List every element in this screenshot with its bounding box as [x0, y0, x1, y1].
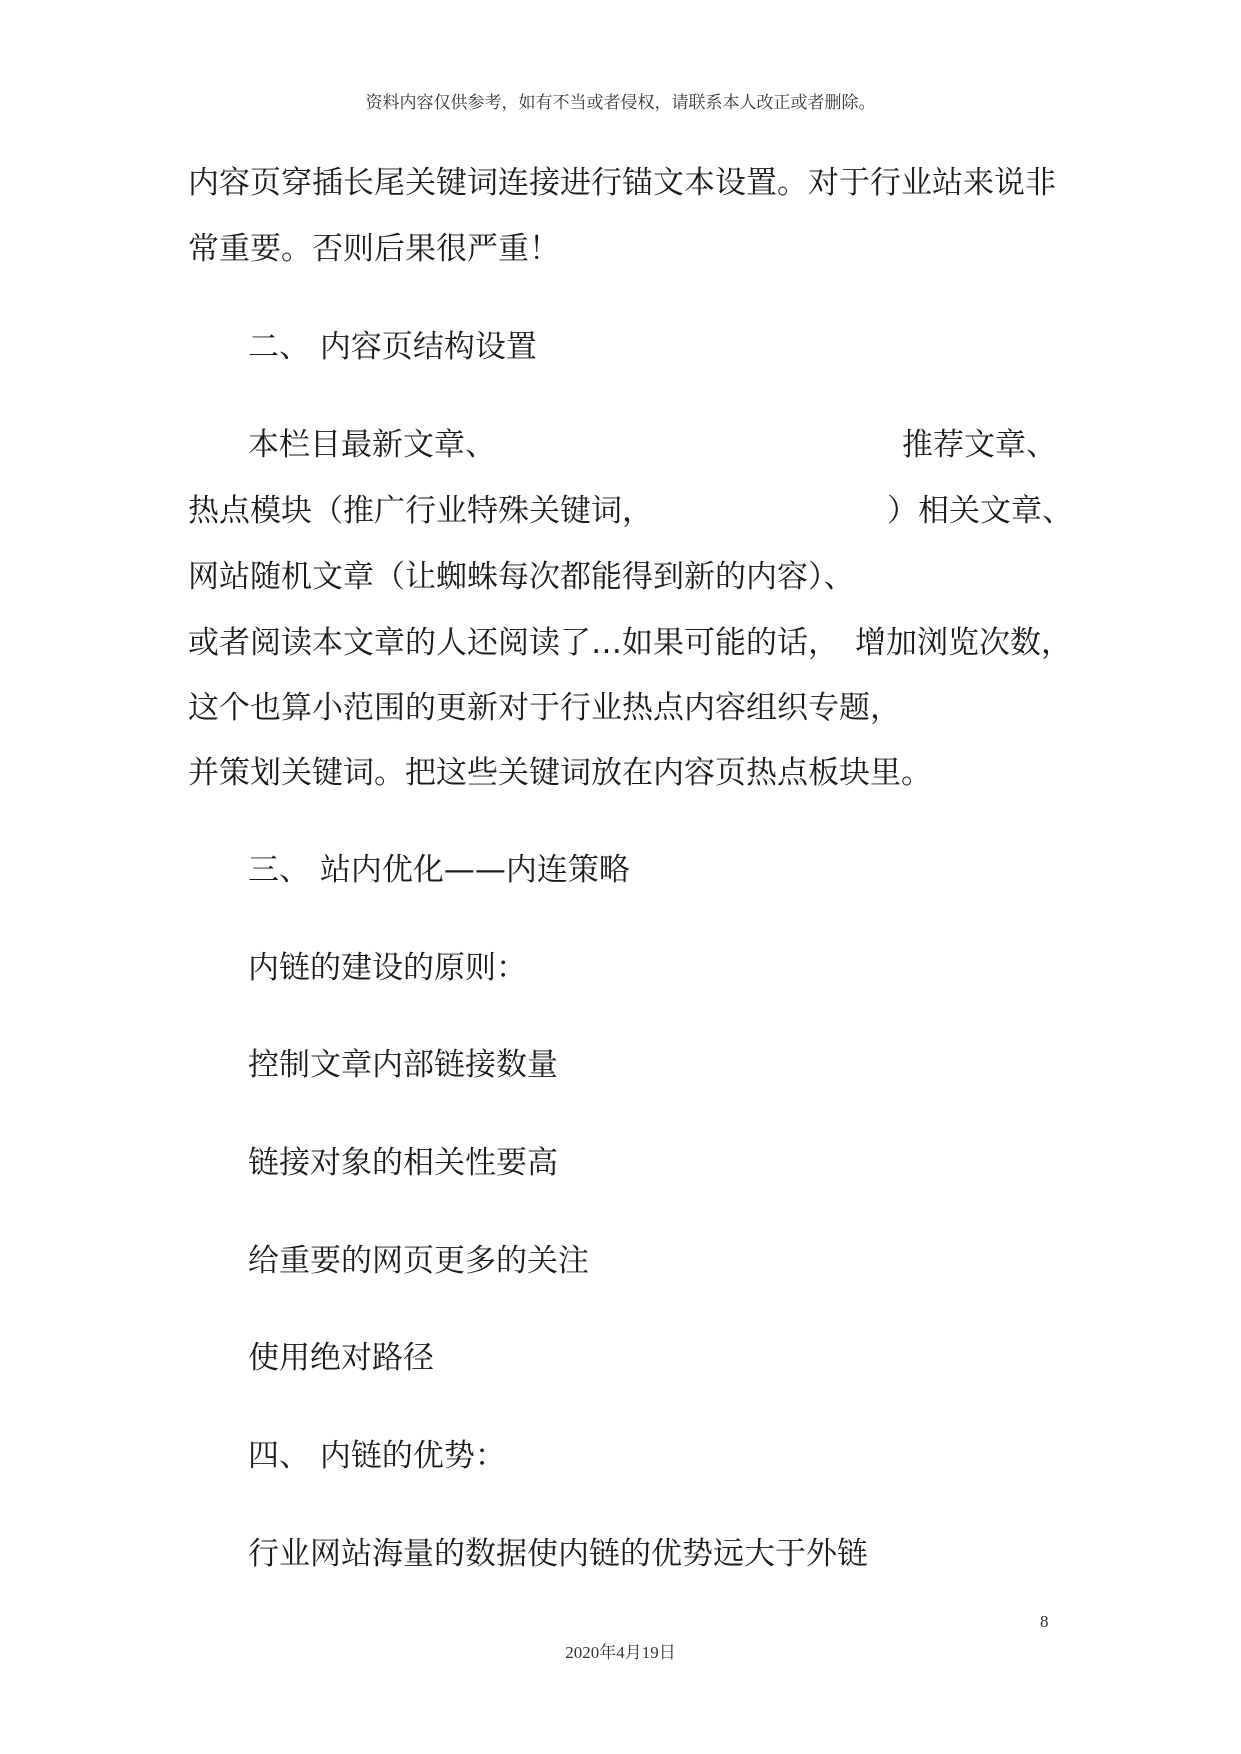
paragraph-line: 增加浏览次数，: [855, 625, 1072, 661]
section-heading-2: 二、 内容页结构设置: [248, 329, 537, 365]
list-item: 给重要的网页更多的关注: [248, 1243, 589, 1279]
list-item: 链接对象的相关性要高: [248, 1145, 558, 1181]
paragraph-line: 并策划关键词。把这些关键词放在内容页热点板块里。: [188, 755, 932, 791]
paragraph-line: 这个也算小范围的更新对于行业热点内容组织专题，: [188, 690, 901, 726]
section-heading-3: 三、 站内优化——内连策略: [248, 852, 630, 888]
paragraph-line: 本栏目最新文章、: [248, 427, 496, 463]
paragraph-line: 或者阅读本文章的人还阅读了…如果可能的话，: [188, 625, 839, 661]
paragraph-line: 常重要。否则后果很严重！: [188, 231, 560, 267]
paragraph-line: 热点模块（推广行业特殊关键词，: [188, 493, 653, 529]
paragraph-line: 行业网站海量的数据使内链的优势远大于外链: [248, 1536, 868, 1572]
section-heading-4: 四、 内链的优势：: [248, 1438, 506, 1474]
paragraph-line: 推荐文章、: [902, 427, 1057, 463]
list-item: 控制文章内部链接数量: [248, 1047, 558, 1083]
paragraph-line: ）相关文章、: [887, 493, 1073, 529]
paragraph-line: 网站随机文章（让蜘蛛每次都能得到新的内容）、: [188, 559, 855, 595]
page-footer-date: 2020年4月19日: [565, 1643, 676, 1662]
page-header-disclaimer: 资料内容仅供参考，如有不当或者侵权，请联系本人改正或者删除。: [365, 93, 876, 113]
paragraph-line: 内链的建设的原则：: [248, 950, 527, 986]
page-number: 8: [1040, 1612, 1049, 1631]
paragraph-line: 内容页穿插长尾关键词连接进行锚文本设置。对于行业站来说非: [188, 165, 1056, 201]
list-item: 使用绝对路径: [248, 1340, 434, 1376]
